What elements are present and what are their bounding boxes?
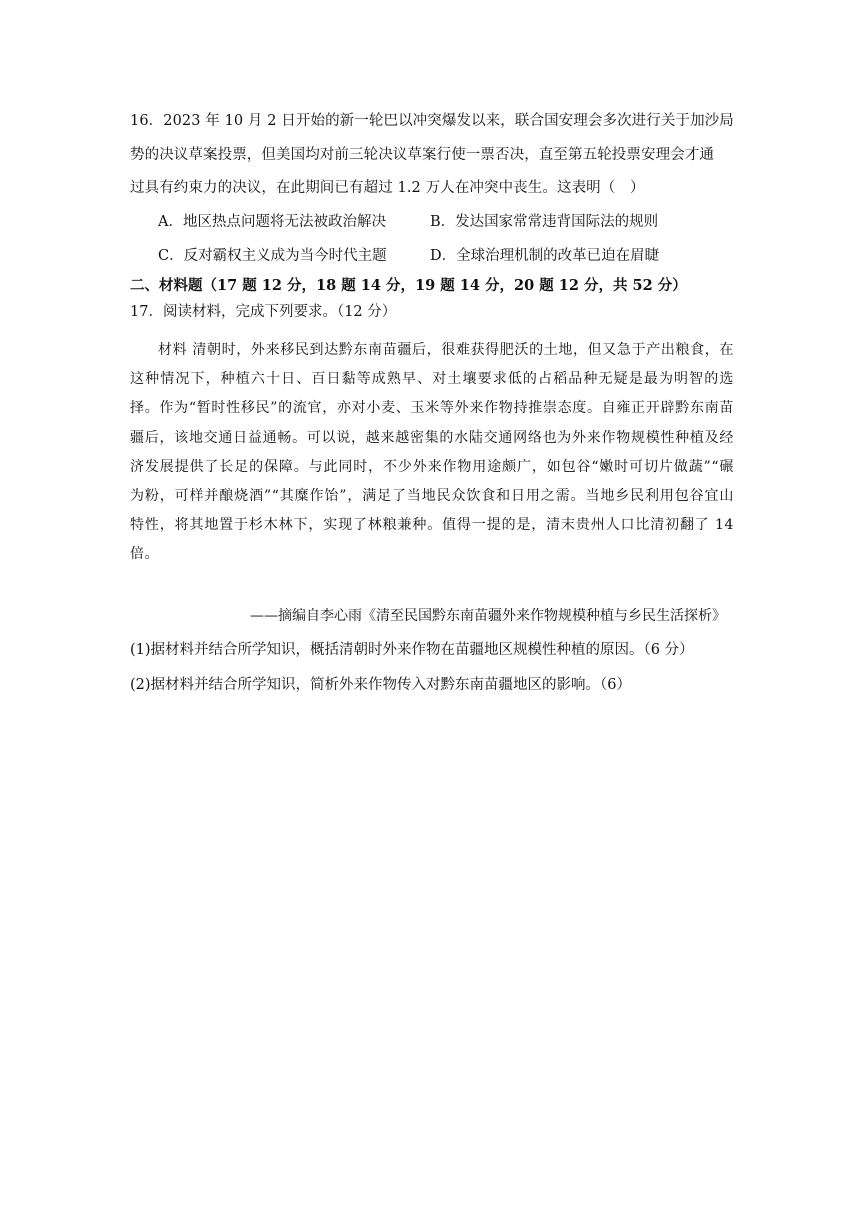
question-17-prompt: 17．阅读材料，完成下列要求。（12 分） — [130, 304, 397, 320]
option-d: D．全球治理机制的改革已迫在眉睫 — [430, 248, 660, 264]
question-16-line-2: 势的决议草案投票，但美国均对前三轮决议草案行使一票否决，直至第五轮投票安理会才通 — [130, 147, 714, 163]
option-c: C．反对霸权主义成为当今时代主题 — [158, 248, 387, 264]
section-heading: 二、材料题（17 题 12 分，18 题 14 分，19 题 14 分，20 题 12 分，共 52 分） — [130, 277, 687, 294]
material-source: ——摘编自李心雨《清至民国黔东南苗疆外来作物规模种植与乡民生活探析》 — [250, 608, 726, 624]
option-b: B．发达国家常常违背国际法的规则 — [430, 214, 659, 230]
sub-question-2: (2)据材料并结合所学知识，简析外来作物传入对黔东南苗疆地区的影响。（6） — [130, 677, 632, 693]
material-passage: 材料 清朝时，外来移民到达黔东南苗疆后，很难获得肥沃的土地，但又急于产出粮食，在这种情况下，种植六十日、百日黏等成熟早、对土壤要求低的占稻品种无疑是最为明智的选择。作为“暂时性移民”的流官，亦对小麦、玉米等外来作物持推崇态度。自雍正开辟黔东南苗疆后，该地交通日益通畅。可以说，越来越密集的水陆交通网络也为外来作物规模性种植及经济发展提供了长足的保障。与此同时，不少外来作物用途颇广，如包谷“嫩时可切片做蔬”“碾为粉，可样并酿烧酒”“其糜作饴”，满足了当地民众饮食和日用之需。当地乡民利用包谷宜山特性，将其地置于杉木林下，实现了林粮兼种。值得一提的是，清末贵州人口比清初翻了 14 倍。 — [130, 342, 734, 563]
question-16-line-1: 16．2023 年 10 月 2 日开始的新一轮巴以冲突爆发以来，联合国安理会多次进行关于加沙局 — [130, 113, 734, 129]
option-a: A．地区热点问题将无法被政治解决 — [158, 214, 386, 230]
question-16-line-3: 过具有约束力的决议，在此期间已有超过 1.2 万人在冲突中丧生。这表明（ ） — [130, 180, 645, 196]
sub-question-1: (1)据材料并结合所学知识，概括清朝时外来作物在苗疆地区规模性种植的原因。（6 分） — [130, 642, 694, 658]
